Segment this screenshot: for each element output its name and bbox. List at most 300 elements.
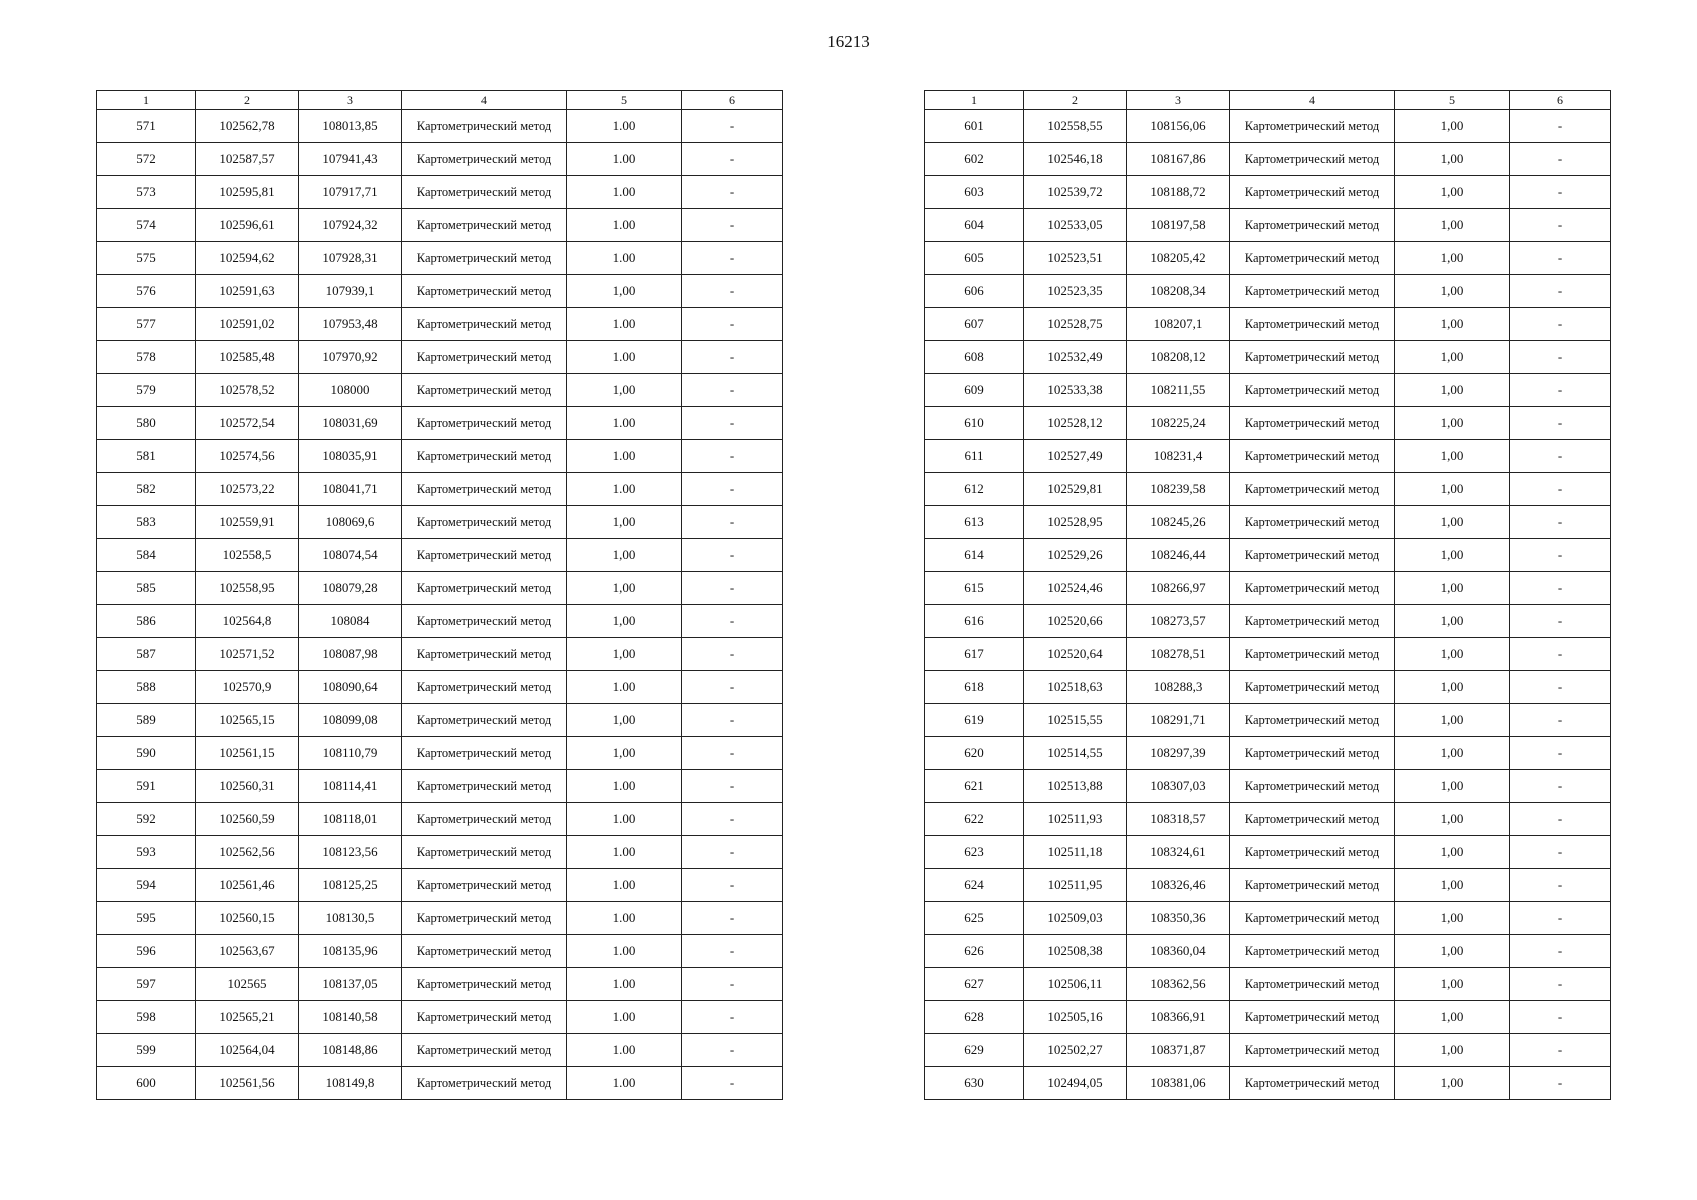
table-row [97, 110, 783, 143]
table-row [97, 869, 783, 902]
note-cell: - [682, 737, 783, 770]
accuracy-cell: 1,00 [1395, 440, 1510, 473]
method-cell: Картометрический метод [402, 242, 567, 275]
x-coordinate-cell: 102558,5 [196, 539, 299, 572]
point-number-cell: 577 [97, 308, 196, 341]
point-number-cell: 581 [97, 440, 196, 473]
point-number-cell: 592 [97, 803, 196, 836]
table-row [925, 143, 1611, 176]
accuracy-cell: 1,00 [1395, 704, 1510, 737]
method-cell: Картометрический метод [1230, 407, 1395, 440]
x-coordinate-cell: 102529,81 [1024, 473, 1127, 506]
y-coordinate-cell: 108360,04 [1127, 935, 1230, 968]
x-coordinate-cell: 102513,88 [1024, 770, 1127, 803]
page-number: 16213 [827, 32, 870, 51]
y-coordinate-cell: 108031,69 [299, 407, 402, 440]
note-cell: - [1510, 902, 1611, 935]
table-row [925, 770, 1611, 803]
note-cell: - [682, 869, 783, 902]
note-cell: - [682, 605, 783, 638]
note-cell: - [682, 1001, 783, 1034]
accuracy-cell: 1.00 [567, 836, 682, 869]
note-cell: - [682, 176, 783, 209]
point-number-cell: 609 [925, 374, 1024, 407]
x-coordinate-cell: 102596,61 [196, 209, 299, 242]
method-cell: Картометрический метод [402, 1001, 567, 1034]
table-row [925, 605, 1611, 638]
y-coordinate-cell: 108291,71 [1127, 704, 1230, 737]
point-number-cell: 620 [925, 737, 1024, 770]
x-coordinate-cell: 102571,52 [196, 638, 299, 671]
x-coordinate-cell: 102511,18 [1024, 836, 1127, 869]
y-coordinate-cell: 108208,34 [1127, 275, 1230, 308]
y-coordinate-cell: 108211,55 [1127, 374, 1230, 407]
method-cell: Картометрический метод [402, 308, 567, 341]
point-number-cell: 599 [97, 1034, 196, 1067]
y-coordinate-cell: 108084 [299, 605, 402, 638]
column-header: 5 [567, 91, 682, 110]
accuracy-cell: 1.00 [567, 803, 682, 836]
x-coordinate-cell: 102565,15 [196, 704, 299, 737]
method-cell: Картометрический метод [1230, 968, 1395, 1001]
x-coordinate-cell: 102563,67 [196, 935, 299, 968]
accuracy-cell: 1,00 [567, 737, 682, 770]
method-cell: Картометрический метод [1230, 803, 1395, 836]
accuracy-cell: 1,00 [1395, 572, 1510, 605]
y-coordinate-cell: 108135,96 [299, 935, 402, 968]
table-row [925, 374, 1611, 407]
y-coordinate-cell: 108278,51 [1127, 638, 1230, 671]
y-coordinate-cell: 107917,71 [299, 176, 402, 209]
accuracy-cell: 1,00 [1395, 803, 1510, 836]
method-cell: Картометрический метод [1230, 539, 1395, 572]
note-cell: - [682, 407, 783, 440]
accuracy-cell: 1.00 [567, 308, 682, 341]
note-cell: - [682, 506, 783, 539]
table-row [925, 308, 1611, 341]
x-coordinate-cell: 102591,02 [196, 308, 299, 341]
table-row [97, 1067, 783, 1100]
method-cell: Картометрический метод [1230, 605, 1395, 638]
table-row [97, 770, 783, 803]
y-coordinate-cell: 108350,36 [1127, 902, 1230, 935]
y-coordinate-cell: 108207,1 [1127, 308, 1230, 341]
note-cell: - [682, 440, 783, 473]
y-coordinate-cell: 108326,46 [1127, 869, 1230, 902]
x-coordinate-cell: 102532,49 [1024, 341, 1127, 374]
table-row [925, 473, 1611, 506]
method-cell: Картометрический метод [402, 209, 567, 242]
method-cell: Картометрический метод [1230, 209, 1395, 242]
accuracy-cell: 1.00 [567, 935, 682, 968]
y-coordinate-cell: 108099,08 [299, 704, 402, 737]
note-cell: - [1510, 374, 1611, 407]
accuracy-cell: 1.00 [567, 869, 682, 902]
y-coordinate-cell: 108110,79 [299, 737, 402, 770]
x-coordinate-cell: 102511,95 [1024, 869, 1127, 902]
note-cell: - [1510, 836, 1611, 869]
x-coordinate-cell: 102518,63 [1024, 671, 1127, 704]
method-cell: Картометрический метод [402, 605, 567, 638]
y-coordinate-cell: 108225,24 [1127, 407, 1230, 440]
y-coordinate-cell: 108288,3 [1127, 671, 1230, 704]
x-coordinate-cell: 102561,46 [196, 869, 299, 902]
table-row [97, 704, 783, 737]
note-cell: - [1510, 440, 1611, 473]
column-header: 4 [1230, 91, 1395, 110]
x-coordinate-cell: 102560,59 [196, 803, 299, 836]
point-number-cell: 606 [925, 275, 1024, 308]
y-coordinate-cell: 108125,25 [299, 869, 402, 902]
method-cell: Картометрический метод [402, 1067, 567, 1100]
note-cell: - [1510, 968, 1611, 1001]
accuracy-cell: 1,00 [567, 539, 682, 572]
point-number-cell: 585 [97, 572, 196, 605]
point-number-cell: 608 [925, 341, 1024, 374]
note-cell: - [1510, 1001, 1611, 1034]
header-row [97, 91, 783, 110]
method-cell: Картометрический метод [1230, 341, 1395, 374]
y-coordinate-cell: 107928,31 [299, 242, 402, 275]
table-row [97, 143, 783, 176]
point-number-cell: 613 [925, 506, 1024, 539]
note-cell: - [1510, 1067, 1611, 1100]
y-coordinate-cell: 108074,54 [299, 539, 402, 572]
point-number-cell: 595 [97, 902, 196, 935]
x-coordinate-cell: 102562,56 [196, 836, 299, 869]
method-cell: Картометрический метод [402, 1034, 567, 1067]
method-cell: Картометрический метод [402, 704, 567, 737]
accuracy-cell: 1.00 [567, 1067, 682, 1100]
accuracy-cell: 1,00 [1395, 770, 1510, 803]
y-coordinate-cell: 108041,71 [299, 473, 402, 506]
table-row [925, 935, 1611, 968]
y-coordinate-cell: 108324,61 [1127, 836, 1230, 869]
table-row [97, 737, 783, 770]
note-cell: - [682, 935, 783, 968]
point-number-cell: 604 [925, 209, 1024, 242]
x-coordinate-cell: 102524,46 [1024, 572, 1127, 605]
note-cell: - [1510, 143, 1611, 176]
table-row [97, 902, 783, 935]
y-coordinate-cell: 108297,39 [1127, 737, 1230, 770]
point-number-cell: 630 [925, 1067, 1024, 1100]
table-row [97, 374, 783, 407]
column-header: 3 [1127, 91, 1230, 110]
note-cell: - [682, 374, 783, 407]
x-coordinate-cell: 102585,48 [196, 341, 299, 374]
column-header: 1 [925, 91, 1024, 110]
x-coordinate-cell: 102594,62 [196, 242, 299, 275]
accuracy-cell: 1,00 [1395, 902, 1510, 935]
table-row [925, 539, 1611, 572]
table-row [97, 572, 783, 605]
note-cell: - [1510, 473, 1611, 506]
table-row [925, 803, 1611, 836]
method-cell: Картометрический метод [402, 671, 567, 704]
coordinates-table-left [96, 90, 783, 1100]
method-cell: Картометрический метод [1230, 572, 1395, 605]
point-number-cell: 591 [97, 770, 196, 803]
point-number-cell: 597 [97, 968, 196, 1001]
method-cell: Картометрический метод [402, 539, 567, 572]
x-coordinate-cell: 102591,63 [196, 275, 299, 308]
table-row [97, 275, 783, 308]
method-cell: Картометрический метод [1230, 143, 1395, 176]
x-coordinate-cell: 102558,55 [1024, 110, 1127, 143]
point-number-cell: 594 [97, 869, 196, 902]
method-cell: Картометрический метод [1230, 1034, 1395, 1067]
y-coordinate-cell: 108148,86 [299, 1034, 402, 1067]
note-cell: - [1510, 935, 1611, 968]
table-row [97, 341, 783, 374]
point-number-cell: 600 [97, 1067, 196, 1100]
point-number-cell: 572 [97, 143, 196, 176]
method-cell: Картометрический метод [402, 803, 567, 836]
x-coordinate-cell: 102574,56 [196, 440, 299, 473]
method-cell: Картометрический метод [1230, 176, 1395, 209]
x-coordinate-cell: 102515,55 [1024, 704, 1127, 737]
accuracy-cell: 1,00 [1395, 473, 1510, 506]
x-coordinate-cell: 102511,93 [1024, 803, 1127, 836]
accuracy-cell: 1,00 [1395, 209, 1510, 242]
method-cell: Картометрический метод [402, 275, 567, 308]
y-coordinate-cell: 108381,06 [1127, 1067, 1230, 1100]
coordinates-table-right [924, 90, 1611, 1100]
accuracy-cell: 1.00 [567, 770, 682, 803]
note-cell: - [682, 638, 783, 671]
y-coordinate-cell: 107939,1 [299, 275, 402, 308]
column-header: 3 [299, 91, 402, 110]
method-cell: Картометрический метод [1230, 836, 1395, 869]
column-header: 2 [196, 91, 299, 110]
point-number-cell: 580 [97, 407, 196, 440]
accuracy-cell: 1.00 [567, 968, 682, 1001]
point-number-cell: 586 [97, 605, 196, 638]
point-number-cell: 589 [97, 704, 196, 737]
table-row [97, 539, 783, 572]
x-coordinate-cell: 102573,22 [196, 473, 299, 506]
note-cell: - [682, 242, 783, 275]
accuracy-cell: 1,00 [1395, 605, 1510, 638]
accuracy-cell: 1,00 [1395, 737, 1510, 770]
accuracy-cell: 1,00 [567, 374, 682, 407]
point-number-cell: 605 [925, 242, 1024, 275]
accuracy-cell: 1,00 [567, 704, 682, 737]
table-row [925, 275, 1611, 308]
y-coordinate-cell: 108205,42 [1127, 242, 1230, 275]
note-cell: - [682, 341, 783, 374]
y-coordinate-cell: 108149,8 [299, 1067, 402, 1100]
y-coordinate-cell: 108035,91 [299, 440, 402, 473]
method-cell: Картометрический метод [402, 176, 567, 209]
x-coordinate-cell: 102587,57 [196, 143, 299, 176]
accuracy-cell: 1.00 [567, 143, 682, 176]
accuracy-cell: 1,00 [1395, 1034, 1510, 1067]
x-coordinate-cell: 102494,05 [1024, 1067, 1127, 1100]
method-cell: Картометрический метод [1230, 935, 1395, 968]
x-coordinate-cell: 102529,26 [1024, 539, 1127, 572]
table-row [97, 671, 783, 704]
x-coordinate-cell: 102572,54 [196, 407, 299, 440]
y-coordinate-cell: 108231,4 [1127, 440, 1230, 473]
accuracy-cell: 1.00 [567, 110, 682, 143]
table-row [925, 242, 1611, 275]
method-cell: Картометрический метод [1230, 308, 1395, 341]
point-number-cell: 571 [97, 110, 196, 143]
accuracy-cell: 1,00 [1395, 143, 1510, 176]
method-cell: Картометрический метод [402, 869, 567, 902]
point-number-cell: 578 [97, 341, 196, 374]
table-row [97, 242, 783, 275]
x-coordinate-cell: 102560,31 [196, 770, 299, 803]
note-cell: - [1510, 242, 1611, 275]
method-cell: Картометрический метод [1230, 110, 1395, 143]
method-cell: Картометрический метод [1230, 506, 1395, 539]
point-number-cell: 573 [97, 176, 196, 209]
table-row [925, 1067, 1611, 1100]
table-row [925, 704, 1611, 737]
note-cell: - [1510, 341, 1611, 374]
x-coordinate-cell: 102565 [196, 968, 299, 1001]
note-cell: - [1510, 176, 1611, 209]
note-cell: - [682, 539, 783, 572]
method-cell: Картометрический метод [402, 143, 567, 176]
table-row [97, 209, 783, 242]
x-coordinate-cell: 102562,78 [196, 110, 299, 143]
point-number-cell: 574 [97, 209, 196, 242]
note-cell: - [682, 209, 783, 242]
method-cell: Картометрический метод [402, 473, 567, 506]
note-cell: - [1510, 770, 1611, 803]
point-number-cell: 619 [925, 704, 1024, 737]
method-cell: Картометрический метод [1230, 473, 1395, 506]
table-row [925, 440, 1611, 473]
table-row [97, 506, 783, 539]
x-coordinate-cell: 102523,51 [1024, 242, 1127, 275]
accuracy-cell: 1.00 [567, 341, 682, 374]
accuracy-cell: 1,00 [1395, 242, 1510, 275]
note-cell: - [682, 1067, 783, 1100]
table-row [925, 506, 1611, 539]
note-cell: - [1510, 506, 1611, 539]
y-coordinate-cell: 108208,12 [1127, 341, 1230, 374]
point-number-cell: 596 [97, 935, 196, 968]
method-cell: Картометрический метод [1230, 671, 1395, 704]
x-coordinate-cell: 102561,15 [196, 737, 299, 770]
table-row [97, 803, 783, 836]
accuracy-cell: 1,00 [1395, 935, 1510, 968]
method-cell: Картометрический метод [402, 737, 567, 770]
x-coordinate-cell: 102558,95 [196, 572, 299, 605]
point-number-cell: 593 [97, 836, 196, 869]
point-number-cell: 607 [925, 308, 1024, 341]
note-cell: - [1510, 803, 1611, 836]
column-header: 1 [97, 91, 196, 110]
note-cell: - [682, 968, 783, 1001]
table-row [97, 836, 783, 869]
x-coordinate-cell: 102546,18 [1024, 143, 1127, 176]
x-coordinate-cell: 102508,38 [1024, 935, 1127, 968]
note-cell: - [682, 473, 783, 506]
y-coordinate-cell: 108137,05 [299, 968, 402, 1001]
accuracy-cell: 1,00 [1395, 407, 1510, 440]
accuracy-cell: 1.00 [567, 407, 682, 440]
y-coordinate-cell: 108090,64 [299, 671, 402, 704]
column-header: 4 [402, 91, 567, 110]
table-row [97, 440, 783, 473]
y-coordinate-cell: 108318,57 [1127, 803, 1230, 836]
point-number-cell: 623 [925, 836, 1024, 869]
method-cell: Картометрический метод [402, 341, 567, 374]
y-coordinate-cell: 108079,28 [299, 572, 402, 605]
method-cell: Картометрический метод [1230, 242, 1395, 275]
point-number-cell: 628 [925, 1001, 1024, 1034]
accuracy-cell: 1,00 [567, 572, 682, 605]
table-row [925, 638, 1611, 671]
point-number-cell: 582 [97, 473, 196, 506]
x-coordinate-cell: 102527,49 [1024, 440, 1127, 473]
y-coordinate-cell: 108114,41 [299, 770, 402, 803]
point-number-cell: 624 [925, 869, 1024, 902]
table-row [925, 176, 1611, 209]
column-header: 6 [682, 91, 783, 110]
x-coordinate-cell: 102570,9 [196, 671, 299, 704]
table-row [97, 407, 783, 440]
x-coordinate-cell: 102539,72 [1024, 176, 1127, 209]
method-cell: Картометрический метод [1230, 869, 1395, 902]
accuracy-cell: 1,00 [1395, 1001, 1510, 1034]
table-row [925, 209, 1611, 242]
point-number-cell: 615 [925, 572, 1024, 605]
point-number-cell: 612 [925, 473, 1024, 506]
method-cell: Картометрический метод [1230, 1067, 1395, 1100]
y-coordinate-cell: 107970,92 [299, 341, 402, 374]
y-coordinate-cell: 108371,87 [1127, 1034, 1230, 1067]
column-header: 5 [1395, 91, 1510, 110]
accuracy-cell: 1,00 [1395, 968, 1510, 1001]
y-coordinate-cell: 108188,72 [1127, 176, 1230, 209]
point-number-cell: 602 [925, 143, 1024, 176]
point-number-cell: 629 [925, 1034, 1024, 1067]
point-number-cell: 611 [925, 440, 1024, 473]
method-cell: Картометрический метод [402, 935, 567, 968]
note-cell: - [1510, 869, 1611, 902]
x-coordinate-cell: 102561,56 [196, 1067, 299, 1100]
x-coordinate-cell: 102595,81 [196, 176, 299, 209]
accuracy-cell: 1.00 [567, 440, 682, 473]
table-row [925, 737, 1611, 770]
accuracy-cell: 1,00 [1395, 671, 1510, 704]
note-cell: - [1510, 572, 1611, 605]
accuracy-cell: 1.00 [567, 1034, 682, 1067]
point-number-cell: 618 [925, 671, 1024, 704]
x-coordinate-cell: 102560,15 [196, 902, 299, 935]
note-cell: - [682, 902, 783, 935]
table-row [925, 110, 1611, 143]
method-cell: Картометрический метод [1230, 902, 1395, 935]
note-cell: - [1510, 605, 1611, 638]
y-coordinate-cell: 108197,58 [1127, 209, 1230, 242]
method-cell: Картометрический метод [402, 572, 567, 605]
accuracy-cell: 1,00 [1395, 638, 1510, 671]
method-cell: Картометрический метод [402, 374, 567, 407]
method-cell: Картометрический метод [1230, 374, 1395, 407]
point-number-cell: 625 [925, 902, 1024, 935]
table-row [925, 341, 1611, 374]
accuracy-cell: 1,00 [1395, 374, 1510, 407]
accuracy-cell: 1,00 [1395, 506, 1510, 539]
